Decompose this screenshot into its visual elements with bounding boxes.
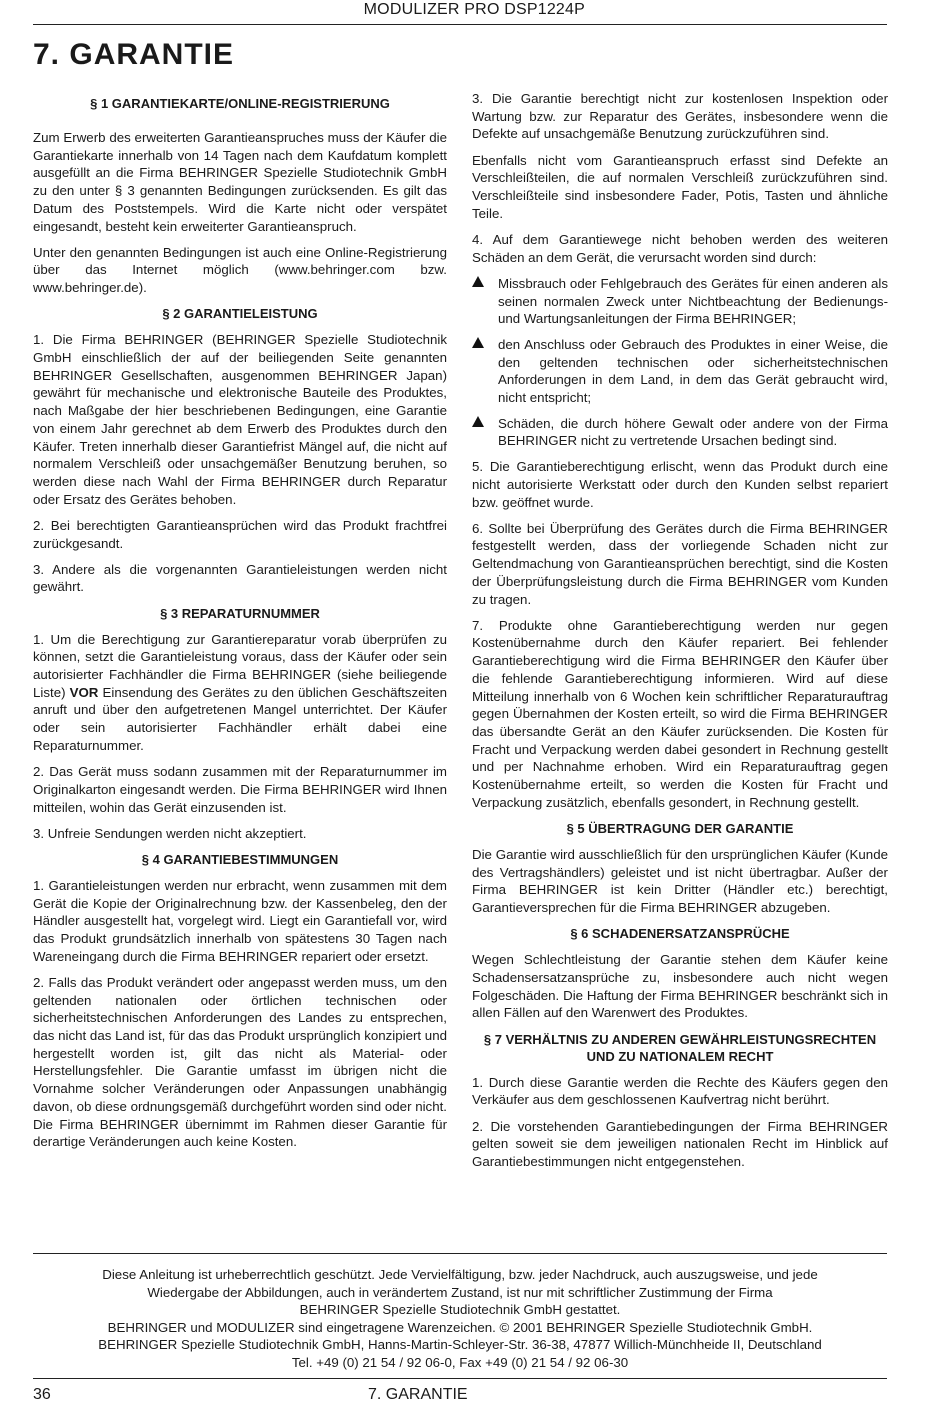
section-6-title: § 6 SCHADENERSATZANSPRÜCHE (570, 926, 790, 942)
paragraph: 3. Andere als die vorgenannten Garantieleistungen werden nicht gewährt. (33, 561, 447, 595)
section-4-title: § 4 GARANTIEBESTIMMUNGEN (141, 851, 339, 867)
footer-line: Diese Anleitung ist urheberrechtlich geschützt. Jede Vervielfältigung, bzw. jeder Nachdruck, auch auszugsweise, und jede (102, 1267, 818, 1282)
footer-line: BEHRINGER Spezielle Studiotechnik GmbH, Hanns-Martin-Schleyer-Str. 36-38, 47877 Willich-Münchheide II, Deutschland (98, 1337, 822, 1352)
paragraph: 2. Die vorstehenden Garantiebedingungen der Firma BEHRINGER gelten soweit sie dem jeweiligen nationalen Recht im Hinblick auf Garantiebestimmungen nicht entgegenstehen. (472, 1118, 888, 1169)
text-run: 1. Um die Berechtigung zur Garantiereparatur vorab überprüfen zu können, setzt die Garantieleistung voraus, dass der Käufer oder sein autorisierter Fachhändler die Firma BEHRINGER (siehe beiliegende Liste) (33, 631, 447, 700)
paragraph: Ebenfalls nicht vom Garantieanspruch erfasst sind Defekte an Verschleißteilen, die auf normalen Verschleiß zurückzuführen sind. Verschleißteile sind insbesondere Fader, Potis, Tasten und ähnliche Teile. (472, 152, 888, 221)
page-heading: 7. GARANTIE (33, 38, 235, 71)
paragraph: 1. Durch diese Garantie werden die Rechte des Käufers gegen den Verkäufer aus dem geschlossenen Kaufvertrag nicht berührt. (472, 1074, 888, 1108)
section-7-title (472, 1031, 888, 1065)
paragraph: 1. Die Firma BEHRINGER (BEHRINGER Spezielle Studiotechnik GmbH einschließlich der auf der beiliegenden Seite genannten BEHRINGER Gesellschaften, ausgenommen BEHRINGER Japan) gewährt für mechanische und elektronische Bauteile des Produktes, nach Maßgabe der hier beschriebenen Bedingungen, eine Garantie von einem Jahr gerechnet ab dem Erwerb des Produktes durch den Käufer. Treten innerhalb dieser Garantiefrist Mängel auf, die nicht auf normalem Verschleiß oder unsachgemäßer Benutzung beruhen, so werden diese nach Wahl der Firma BEHRINGER durch Reparatur oder Ersatz des Gerätes behoben. (33, 332, 447, 507)
paragraph: 2. Falls das Produkt verändert oder angepasst werden muss, um den geltenden nationalen oder örtlichen technischen oder sicherheitstechnischen Anforderungen des Landes zu entsprechen, das nicht das Land ist, für das das Produkt ursprünglich konzipiert und hergestellt worden ist, gilt das nicht als Material- oder Herstellungsfehler. Die Garantie umfasst im übrigen nicht die Vornahme solcher Veränderungen oder Anpassungen unabhängig davon, ob diese ordnungsgemäß durchgeführt worden sind oder nicht. Die Firma BEHRINGER übernimmt im Rahmen dieser Garantie für derartige Veränderungen auch keine Kosten. (33, 974, 447, 1150)
right-column (472, 90, 888, 1179)
section-1-title: § 1 GARANTIEKARTE/ONLINE-REGISTRIERUNG (90, 96, 390, 111)
footer-line: BEHRINGER und MODULIZER sind eingetragene Warenzeichen. © 2001 BEHRINGER Spezielle Studiotechnik GmbH. (107, 1319, 813, 1335)
paragraph: Unter den genannten Bedingungen ist auch eine Online-Registrierung über das Internet möglich (www.behringer.com bzw. www.behringer.de). (33, 244, 447, 296)
footer-chapter-title: 7. GARANTIE (368, 1386, 468, 1403)
paragraph: 5. Die Garantieberechtigung erlischt, wenn das Produkt durch eine nicht autorisierte Werkstatt oder durch den Kunden selbst repariert bzw. geöffnet wurde. (472, 459, 888, 510)
header-title: MODULIZER PRO DSP1224P (363, 1, 585, 18)
header-rule (33, 24, 887, 25)
paragraph: Zum Erwerb des erweiterten Garantieanspruches muss der Käufer die Garantiekarte innerhalb von 14 Tagen nach dem Kaufdatum komplett ausgefüllt an die Firma BEHRINGER Spezielle Studiotechnik GmbH zu den unter § 3 genannten Bedingungen zurücksenden. Es gilt das Datum des Poststempels. Wird die Karte nicht oder verspätet eingesandt, besteht kein erweiterter Garantieanspruch. (33, 130, 447, 234)
footer-rule (33, 1253, 887, 1254)
triangle-bullet-icon (472, 416, 484, 427)
paragraph: 2. Das Gerät muss sodann zusammen mit der Reparaturnummer im Originalkarton eingesandt werden. Die Firma BEHRINGER wird Ihnen mitteilen, wohin das Gerät einzusenden ist. (33, 764, 447, 815)
bullet-text: Missbrauch oder Fehlgebrauch des Gerätes für einen anderen als seinen normalen Zweck unter Nichtbeachtung der Bedienungs- und Wartungsanleitungen der Firma BEHRINGER; (498, 275, 888, 327)
bullet-item (472, 275, 888, 328)
footer-line: Wiedergabe der Abbildungen, auch in verändertem Zustand, ist nur mit schriftlicher Zustimmung der Firma (147, 1284, 773, 1300)
paragraph: 1. Garantieleistungen werden nur erbracht, wenn zusammen mit dem Gerät die Kopie der Originalrechnung bzw. der Kassenbeleg, den der Händler ausgestellt hat, vorgelegt wird. Liegt ein Garantiefall vor, wird das Produkt grundsätzlich innerhalb von spätestens 30 Tagen nach Wareneingang durch die Firma BEHRINGER repariert oder ersetzt. (33, 877, 447, 964)
copyright-notice (33, 1266, 887, 1371)
left-column (33, 95, 447, 1159)
paragraph: 4. Auf dem Garantiewege nicht behoben werden des weiteren Schäden an dem Gerät, die verursacht worden sind durch: (472, 231, 888, 265)
paragraph: Die Garantie wird ausschließlich für den ursprünglichen Käufer (Kunde des Vertragshändlers) geleistet und ist nicht übertragbar. Außer der Firma BEHRINGER ist kein Dritter (Händler etc.) berechtigt, Garantieversprechen für die Firma BEHRINGER abzugeben. (472, 847, 888, 916)
footer-line: Tel. +49 (0) 21 54 / 92 06-0, Fax +49 (0) 21 54 / 92 06-30 (291, 1354, 629, 1370)
paragraph (33, 631, 447, 755)
bullet-text: Schäden, die durch höhere Gewalt oder andere von der Firma BEHRINGER nicht zu vertretende Ursachen bedingt sind. (498, 415, 888, 449)
paragraph: 3. Die Garantie berechtigt nicht zur kostenlosen Inspektion oder Wartung bzw. zur Reparatur des Gerätes, insbesondere wenn die Defekte auf unsachgemäße Benutzung zurückzuführen sind. (472, 91, 888, 142)
section-7-title-line: UND ZU NATIONALEM RECHT (586, 1048, 774, 1064)
emphasis-vor: VOR (69, 684, 99, 700)
paragraph: Wegen Schlechtleistung der Garantie stehen dem Käufer keine Schadensersatzansprüche zu, insbesondere auch nicht wegen Folgeschäden. Die Haftung der Firma BEHRINGER beschränkt sich in allen Fällen auf den Warenwert des Produktes. (472, 952, 888, 1021)
page-number: 36 (33, 1386, 51, 1403)
section-7-title-line: § 7 VERHÄLTNIS ZU ANDEREN GEWÄHRLEISTUNGSRECHTEN (483, 1031, 877, 1047)
paragraph: 7. Produkte ohne Garantieberechtigung werden nur gegen Kostenübernahme durch den Käufer repariert. Bei fehlender Garantieberechtigung wird die Firma BEHRINGER den Käufer über die fehlende Garantieberechtigung informieren. Wird auf diese Mitteilung innerhalb von 6 Wochen kein schriftlicher Reparaturauftrag gegen Übernahmen der Kosten erteilt, so wird die Firma BEHRINGER das übersandte Gerät an den Käufer zurücksenden. Die Kosten für Fracht und Verpackung werden dabei gesondert in Rechnung gestellt und per Nachnahme erhoben. Wird ein Reparaturauftrag gegen Kostenübernahme erteilt, so werden die Kosten für Fracht und Verpackung zusätzlich, ebenfalls gesondert, in Rechnung gestellt. (472, 617, 888, 810)
bullet-item (472, 336, 888, 407)
bottom-rule (33, 1378, 887, 1379)
bullet-text: den Anschluss oder Gebrauch des Produktes in einer Weise, die den geltenden technischen oder sicherheitstechnischen Anforderungen in dem Land, in dem das Gerät gebraucht wird, nicht entspricht; (498, 336, 888, 406)
paragraph: 3. Unfreie Sendungen werden nicht akzeptiert. (33, 825, 307, 841)
triangle-bullet-icon (472, 337, 484, 348)
paragraph: 2. Bei berechtigten Garantieansprüchen wird das Produkt frachtfrei zurückgesandt. (33, 517, 447, 551)
footer-line: BEHRINGER Spezielle Studiotechnik GmbH gestattet. (299, 1302, 621, 1317)
section-2-title: § 2 GARANTIELEISTUNG (162, 306, 318, 322)
text-run: Einsendung des Gerätes zu den üblichen Geschäftszeiten anruft und über den aufgetretenen Mangel unterrichtet. Der Käufer oder sein autorisierter Fachhändler erhält dabei eine Reparaturnummer. (33, 684, 447, 753)
section-3-title: § 3 REPARATURNUMMER (160, 605, 320, 621)
section-5-title: § 5 ÜBERTRAGUNG DER GARANTIE (566, 821, 794, 837)
paragraph: 6. Sollte bei Überprüfung des Gerätes durch die Firma BEHRINGER festgestellt werden, dass der vorliegende Schaden nicht zur Geltendmachung von Garantieansprüchen berechtigt, sind die Kosten der Überprüfungsleistung durch die Firma BEHRINGER vom Kunden zu tragen. (472, 520, 888, 607)
triangle-bullet-icon (472, 276, 484, 287)
bullet-item (472, 415, 888, 450)
